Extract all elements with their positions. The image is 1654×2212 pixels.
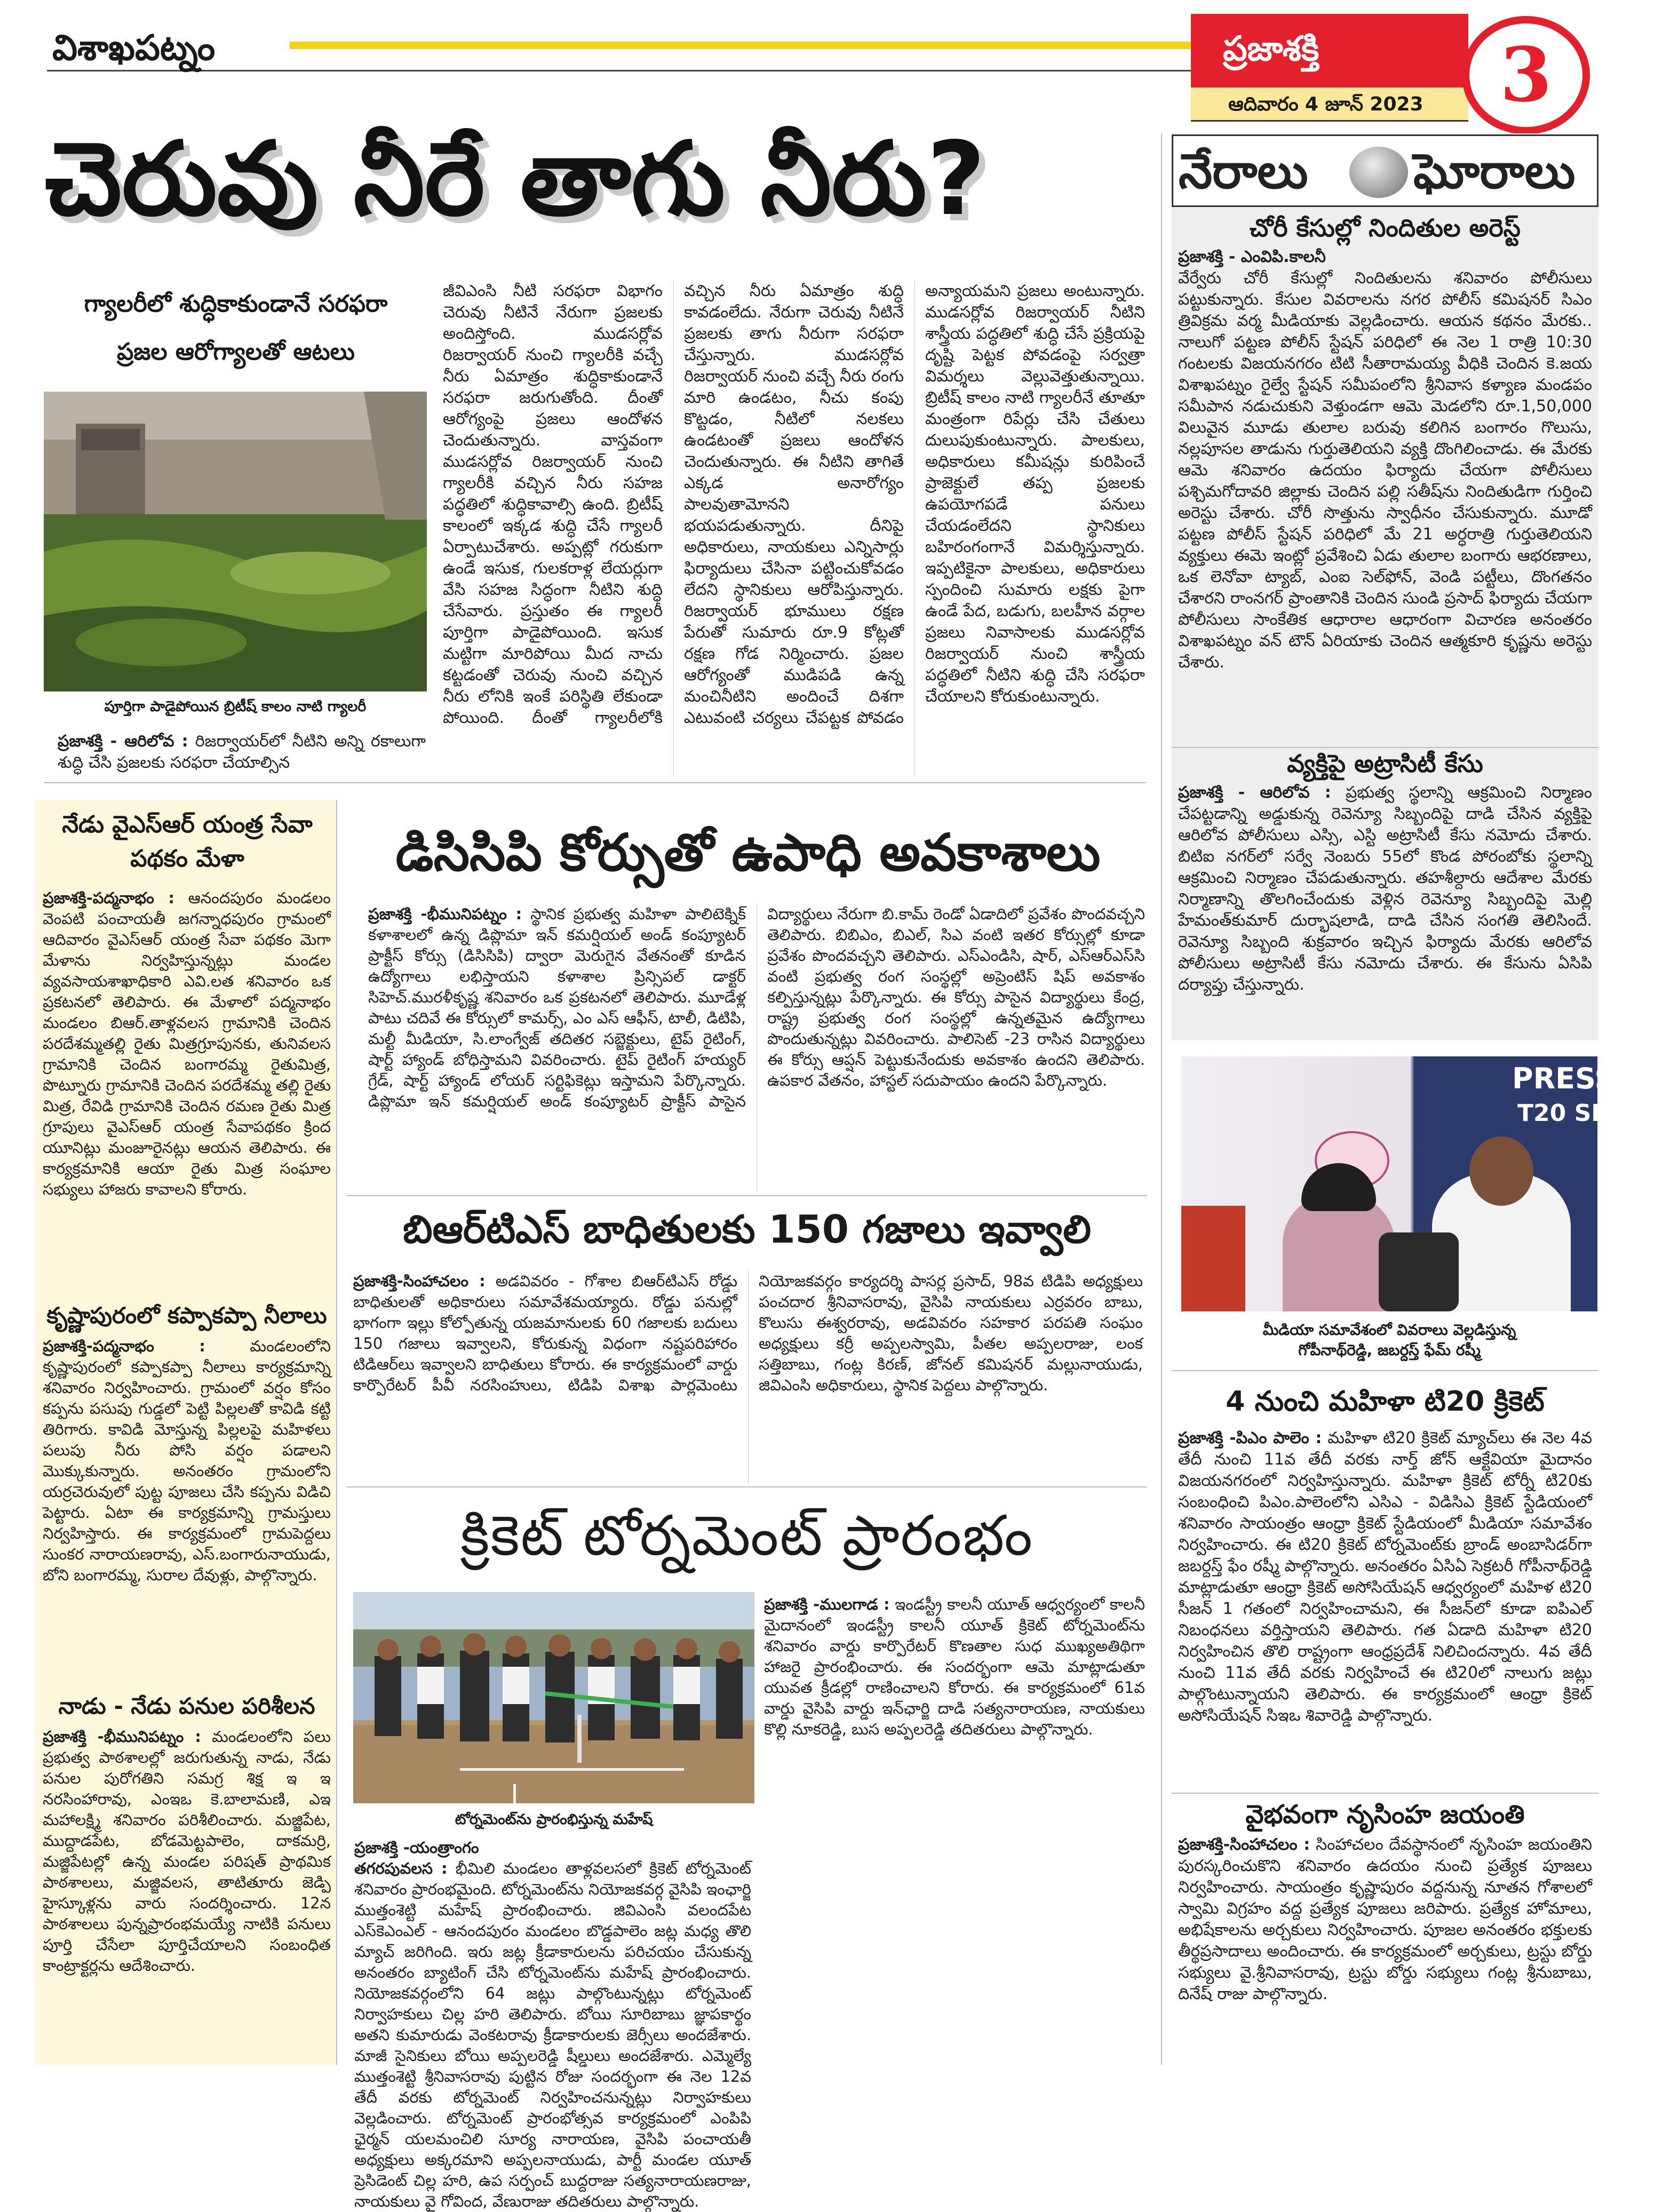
kappa-body: మండలంలోని కృష్ణాపురంలో కప్పాకప్పా నీలాలు కార్యక్రమాన్ని శనివారం నిర్వహించారు. గ్రామంలో వర్షం కోసం కప్పను పసుపు గుడ్డలో పెట్టి పిల్లలతో కావిడి కట్టి తిరిగారు. కావిడి మోస్తున్న పిల్లలపై మహిళలు పలుపు నీరు పోసి వర్షం పడాలని మొక్కుకున్నారు. అనంతరం గ్రామంలోని యర్రచెరువులో పుట్ట పూజలు చేసి కప్పను విడిచి పెట్టారు. ఏటా ఈ కార్యక్రమాన్ని గ్రామస్తులు నిర్వహిస్తారు. ఈ కార్యక్రమంలో గ్రామపెద్దలు సుంకర నారాయణరావు, ఎస్.బంగారునాయుడు, బోని బంగారమ్మ, సురాల దేవుళ్లు, పాల్గొన్నారు.: [43, 1337, 331, 1584]
lead-photo-reservoir: [44, 392, 427, 691]
cricket-dateline-3: ప్రజాశక్తి -ములగాడ :: [764, 1595, 890, 1613]
dcp-headline: డిసిసిపి కోర్సుతో ఉపాధి అవకాశాలు: [395, 823, 1101, 882]
narasimha-rule: [1172, 1793, 1599, 1794]
lead-bottom-rule: [44, 782, 1146, 783]
press-caption-1: మీడియా సమావేశంలో వివరాలు వెల్లడిస్తున్న: [1262, 1321, 1516, 1339]
kappa-story: [43, 1336, 331, 1586]
nadu-headline: నాడు - నేడు పనుల పరిశీలన: [58, 1693, 315, 1719]
crime-banner-right: ఘోరాలు: [1413, 144, 1576, 200]
cricket-photo: [353, 1592, 754, 1803]
nadu-dateline: ప్రజాశక్తి -భీమునిపట్నం :: [43, 1728, 201, 1746]
crime-story1-dateline: ప్రజాశక్తి - ఎంవిపి.కాలనీ: [1178, 248, 1326, 266]
women-t20-body: మహిళా టి20 క్రికెట్ మ్యాచ్‌లు ఈ నెల 4వ తేదీ నుంచి 11వ తేదీ వరకు నార్త్ జోన్ ఆక్టేవియా మైదానం విజయనగరంలో నిర్వహిస్తున్నారు. మహిళా క్రికెట్ టోర్నీ టి20కు సంబంధించి పిఎం.పాలెంలోని ఎసిఎ - విడిసిఎ క్రికెట్ స్టేడియంలో శనివారం సాయంత్రం ఆంధ్రా క్రికెట్ స్టేడియంలో మీడియా సమావేశం నిర్వహించారు. ఈ టి20 క్రికెట్ టోర్నమెంట్‌కు బ్రాండ్ అంబాసిడర్‌గా జబర్దస్త్ ఫేం రష్మీ పాల్గొన్నారు. అనంతరం ఏసిఏ సెక్రటరీ గోపీనాథ్‌రెడ్డి మాట్లాడుతూ ఆంధ్రా క్రికెట్ అసోసియేషన్ ఆధ్వర్యంలో మహిళ టి20 సీజన్ 1 గతంలో నిర్వహించామని, ఈ సీజన్‌లో కూడా ఐపిఎల్ నిబంధనలు వర్తిస్తాయని తెలిపారు. గత ఏడాది మహిళా టి20 నిర్వహించిన తొలి రాష్ట్రంగా ఆంధ్రప్రదేశ్ నిలిచిందన్నారు. 4వ తేదీ నుంచి 11వ తేదీ వరకు నిర్వహించే ఈ టి20లో నాలుగు జట్లు పాల్గొంటున్నాయని తెలిపారు. ఈ కార్యక్రమంలో ఆంధ్రా క్రికెట్ అసోసియేషన్ సిఇఒ శివారెడ్డి పాల్గొన్నారు.: [1178, 1429, 1592, 1725]
narasimha-dateline: ప్రజాశక్తి-సింహాచలం :: [1178, 1835, 1310, 1854]
press-banner-text-2: T20 SE: [1517, 1100, 1608, 1127]
narasimha-story: [1178, 1834, 1592, 2005]
person-left: [1181, 1206, 1245, 1311]
cricket-headline: క్రికెట్ టోర్నమెంట్ ప్రారంభం: [460, 1503, 1033, 1568]
lead-intro: [58, 731, 426, 774]
kappa-dateline: ప్రజాశక్తి-పద్మనాభం :: [43, 1337, 205, 1355]
crime-story1: [1178, 246, 1592, 673]
women-t20-story: [1178, 1428, 1592, 1726]
ysr-story: [43, 888, 331, 1200]
dcp-rule: [347, 1195, 1147, 1196]
women-t20-dateline: ప్రజాశక్తి -పిఎం పాలెం :: [1178, 1429, 1322, 1447]
cricket-photo-caption: టోర్నమెంట్‌ను ప్రారంభిస్తున్న మహేష్: [455, 1811, 653, 1828]
person-woman: [1283, 1195, 1395, 1311]
crime-story2-headline: వ్యక్తిపై అట్రాసిటీ కేసు: [1287, 749, 1483, 778]
dcp-dateline: ప్రజాశక్తి -భీమునిపట్నం :: [368, 905, 522, 923]
right-column-rule: [1161, 133, 1162, 2065]
press-caption-2: గోపీనాథ్‌రెడ్డి, జబర్దస్త్ ఫేమ్ రష్మీ: [1298, 1341, 1481, 1359]
issue-date: ఆదివారం 4 జూన్ 2023: [1228, 93, 1424, 115]
lead-dateline: ప్రజాశక్తి - ఆరిలోవ :: [58, 732, 188, 751]
page-number-badge: [1462, 16, 1590, 134]
cricket-col-a: [354, 1837, 751, 2210]
lead-subhead-2: ప్రజల ఆరోగ్యాలతో ఆటలు: [116, 338, 355, 365]
section-label-bar: [47, 26, 1195, 71]
cricket-dateline: ప్రజాశక్తి -యంత్రాంగం: [354, 1839, 479, 1857]
ysr-body: ఆనందపురం మండలం వెంపటి పంచాయతీ జగన్నాధపురం గ్రామంలో ఆదివారం వైఎస్ఆర్ యంత్ర సేవా పథకం మెగా మేళాను నిర్వహిస్తున్నట్లు మండల వ్యవసాయశాఖాధికారి ఎవి.లత శనివారం ఒక ప్రకటనలో తెలిపారు. ఈ మేళాలో పద్మనాభం మండలం బిఆర్.తాళ్లవలస గ్రామానికి చెందిన పరదేశమ్మతల్లి రైతు మిత్రగ్రూపునకు, తునివలస గ్రామానికి చెందిన బంగారమ్మ రైతుమిత్ర, పొట్నూరు గ్రామానికి చెందిన పరదేశమ్మ తల్లి రైతు మిత్ర, రేవిడి గ్రామానికి చెందిన రమణ రైతు మిత్ర గ్రూపులు వైఎస్ఆర్ యంత్ర సేవాపథకం క్రింద యూనిట్లు మంజూరైనట్లు ఆయన తెలిపారు. ఈ కార్యక్రమానికి ఆయా రైతు మిత్ర సంఘాల సభ్యులు హాజరు కావాలని కోరారు.: [43, 889, 331, 1198]
lead-body: [443, 281, 1145, 777]
handcuff-icon: [1349, 147, 1408, 198]
person-man-head: [1469, 1136, 1533, 1206]
masthead-red-band: [1191, 14, 1468, 87]
lead-subhead-1: గ్యాలరీలో శుద్ధికాకుండానే సరఫరా: [84, 290, 388, 317]
crime-story2: [1178, 782, 1592, 996]
press-meet-photo: [1181, 1056, 1654, 1311]
ysr-headline: నేడు వైఎస్ఆర్ యంత్ర సేవా పథకం మేళా: [62, 811, 313, 872]
press-banner-text-1: PRESS M: [1512, 1062, 1654, 1095]
cricket-illustration: [353, 1592, 754, 1803]
crime-banner-left: నేరాలు: [1179, 144, 1308, 200]
brts-body-text: అడవివరం - గోశాల బిఆర్‌టిఎస్ రోడ్డు బాధితులతో అధికారులు సమావేశమయ్యారు. రోడ్డు పనుల్లో భాగంగా ఇల్లు కోల్పోతున్న యజమానులకు 60 గజాలకు బదులు 150 గజాలు ఇవ్వాలని, కోరుకున్న విధంగా నష్టపరిహారం టిడిఆర్‌లు ఇవ్వాలని బాధితులు కోరారు. ఈ కార్యక్రమంలో వార్డు కార్పొరేటర్ పీవీ నరసింహులు, టిడిపి విశాఖ పార్లమెంటు నియోజకవర్గం కార్యదర్శి పాసర్ల ప్రసాద్, 98వ టిడిపి అధ్యక్షులు పంచదార శ్రీనివాసరావు, వైసిపి నాయకులు ఎర్రవరం బాబు, కొలుసు ఈశ్వరరావు, అడవివరం సహకార పరపతి సంఘం అధ్యక్షులు కర్రీ అప్పలస్వామి, పీతల అప్పలరాజు, లంక సత్తిబాబు, గంట్ల కిరణ్, జోనల్ కమిషనర్ మల్లునాయుడు, జివిఎంసి అధికారులు, స్థానిక పెద్దలు పాల్గొన్నారు.: [353, 1272, 1143, 1394]
lead-headline: చెరువు నీరే తాగు నీరు?: [45, 120, 986, 238]
brts-rule: [347, 1486, 1147, 1487]
crime-banner: [1172, 134, 1599, 207]
dcp-body: [368, 904, 1145, 1192]
press-rule: [1172, 1370, 1599, 1371]
cricket-col-b: [764, 1594, 1145, 2064]
paper-name: ప్రజాశక్తి: [1223, 29, 1319, 69]
lead-photo-caption: పూర్తిగా పాడైపోయిన బ్రిటీష్ కాలం నాటి గ్యాలరీ: [104, 698, 367, 715]
crime-story2-body: ప్రభుత్వ స్థలాన్ని ఆక్రమించి నిర్మాణం చేపట్టడాన్ని అడ్డుకున్న రెవెన్యూ సిబ్బందిపై దాడి చేసిన వ్యక్తిపై ఆరిలోవ పోలీసులు ఎస్సి, ఎస్టి అట్రాసిటీ కేసు నమోదు చేశారు. బిటిఐ నగర్‌లో సర్వే నెంబరు 55లో కొండ పోరంబోకు స్థలాన్ని ఆక్రమించి నిర్మాణం చేపడుతున్నారు. తహశీల్దారు ఆదేశాల మేరకు నిర్మాణాన్ని తొలగించేందుకు వెళ్లిన రెవెన్యూ సిబ్బందిపై మెల్లి హేమంత్‌కుమార్ దుర్భాషలాడి, దాడి చేసిన సంగతి తెలిసిందే. రెవెన్యూ సిబ్బంది శుక్రవారం ఇచ్చిన ఫిర్యాదు మేరకు ఆరిలోవ పోలీసులు అట్రాసిటీ కేసు నమోదు చేశారు. ఈ కేసును ఏసిపి దర్యాప్తు చేస్తున్నారు.: [1178, 783, 1592, 994]
lead-intro-text: రిజర్వాయర్‌లో నీటిని అన్ని రకాలుగా శుద్ధి చేసి ప్రజలకు సరఫరా చేయాల్సిన: [58, 732, 426, 772]
brts-headline: బిఆర్‌టిఎస్ బాధితులకు 150 గజాలు ఇవ్వాలి: [402, 1207, 1092, 1252]
page-number: 3: [1500, 31, 1552, 119]
reservoir-illustration: [44, 392, 427, 691]
masthead-date-bar: [1191, 87, 1468, 122]
nadu-body: మండలంలోని పలు ప్రభుత్వ పాఠశాలల్లో జరుగుతున్న నాడు, నేడు పనుల పురోగతిని సమగ్ర శిక్ష ఇ ఇ నరసింహారావు, ఎంఇఒ కె.బాలామణి, ఎఇ మహాలక్ష్మి శనివారం పరిశీలించారు. మజ్జిపేట, ముద్దాడపేట, బోడమెట్టపాలెం, దాకమర్రి, మజ్జిపేటల్లో ఉన్న మండల పరిషత్ ప్రాథమిక పాఠశాలలు, మజ్జివలస, తాటితూరు జెడ్పి హైస్కూళ్లను వారు సందర్శించారు. 12న పాఠశాలలు పున్నప్రారంభమయ్యే నాటికి పనులు పూర్తి చేసేలా పూర్తిచేయాలని సంబంధిత కాంట్రాక్టర్లను ఆదేశించారు.: [43, 1728, 331, 1975]
section-rule: [290, 42, 1191, 49]
crime-story2-dateline: ప్రజాశక్తి - ఆరిలోవ :: [1178, 783, 1331, 802]
dcp-body-text: స్థానిక ప్రభుత్వ మహిళా పాలిటెక్నిక్ కళాశాలలో ఉన్న డిప్లొమా ఇన్ కమర్షియల్ అండ్ కంప్యూటర్ ప్రాక్టీస్ కోర్సు (డిసిసిపి) ద్వారా మెరుగైన వేతనంతో కూడిన ఉద్యోగాలు లభిస్తాయని కళాశాల ప్రిన్సిపల్ డాక్టర్ సిహెచ్.మురళీకృష్ణ శనివారం ఒక ప్రకటనలో తెలిపారు. మూడేళ్ల పాటు చదివే ఈ కోర్సులో కామర్స్, ఎం ఎస్ ఆఫీస్, టాలీ, డిటిపి, మల్టీ మీడియా, సి.లాంగ్వేజ్ తదితర సబ్జెక్టులు, టైప్ రైటింగ్, షార్ట్ హ్యాండ్ బోధిస్తామని వివరించారు. టైప్ రైటింగ్ హయ్యర్ గ్రేడ్, షార్ట్ హ్యాండ్ లోయర్ సర్టిఫికెట్లు ఇస్తామని పేర్కొన్నారు. డిప్లొమా ఇన్ కమర్షియల్ అండ్ కంప్యూటర్ ప్రాక్టీస్ పాసైన విద్యార్థులు నేరుగా బి.కామ్ రెండో ఏడాదిలో ప్రవేశం పొందవచ్చని తెలిపారు. బిబిఎం, బిఎల్, సిఎ వంటి ఇతర కోర్సుల్లో కూడా ప్రవేశం పొందవచ్చని తెలిపారు. ఎస్ఎండిసి, షార్, ఎస్ఆర్ఎస్‌సి వంటి ప్రభుత్వ రంగ సంస్థల్లో అప్రెంటిస్ షిప్ అవకాశం కల్పిస్తున్నట్లు పేర్కొన్నారు. ఈ కోర్సు పాసైన విద్యార్థులు కేంద్ర, రాష్ట్ర ప్రభుత్వ రంగ సంస్థల్లో ఉన్నతమైన ఉద్యోగాలు పొందుతున్నట్లు వివరించారు. పాలిసెట్ -23 రాసిన విద్యార్థులు ఈ కోర్సు ఆప్షన్ పెట్టుకునేందుకు అవకాశం ఉందని తెలిపారు. ఉపకార వేతనం, హాస్టల్ సదుపాయం ఉందని పేర్కొన్నారు.: [368, 905, 1145, 1110]
kappa-headline: కృష్ణాపురంలో కప్పాకప్పా నీలాలు: [46, 1302, 327, 1328]
cricket-body-1: భీమిలి మండలం తాళ్లవలసలో క్రికెట్ టోర్నమెంట్ శనివారం ప్రారంభమైంది. టోర్నమెంట్‌ను నియోజకవర్గ వైసిపి ఇంఛార్జి ముత్తంశెట్టి మహేష్ ప్రారంభించారు. జివిఎంసి వలందపేట ఎస్‌కెఎంఎల్ - ఆనందపురం మండలం బొడ్డపాలెం జట్ల మధ్య తొలి మ్యాచ్ జరిగింది. ఇరు జట్ల క్రీడాకారులను పరిచయం చేసుకున్న అనంతరం బ్యాటింగ్ చేసి టోర్నమెంట్‌ను మహేష్ ప్రారంభించారు. నియోజకవర్గంలోని 64 జట్లు పాల్గొంటున్నట్లు టోర్నమెంట్ నిర్వాహకులు చిల్ల హరి తెలిపారు. బోయి సూరిబాబు జ్ఞాపకార్థం అతని కుమారుడు వెంకటరావు క్రీడాకారులకు జెర్సీలు అందజేశారు. మాజీ సైనికులు బోయి అప్పలరెడ్డి షీల్డులు అందజేశారు. ఎమ్మెల్యే ముత్తంశెట్టి శ్రీనివాసరావు పుట్టిన రోజు సందర్భంగా ఈ నెల 12వ తేదీ వరకు టోర్నమెంట్ నిర్వహించనున్నట్లు నిర్వాహకులు వెల్లడించారు. టోర్నమెంట్ ప్రారంభోత్సవ కార్యక్రమంలో ఎంపిపి ఛైర్మన్ యలమంచిలి సూర్య నారాయణ, వైసిపి పంచాయతీ అధ్యక్షులు అక్కరమాని అప్పలనాయుడు, పార్టీ మండల యూత్ ప్రెసిడెంట్ చిల్ల హరి, ఉప సర్పంచ్ బుద్దరాజు సత్యనారాయణరాజు, నాయకులు వై గోవింద, వేణురాజు తదితరులు పాల్గొన్నారు.: [354, 1859, 751, 2210]
nadu-story: [43, 1726, 331, 1976]
section-label: విశాఖపట్నం: [52, 27, 216, 68]
ysr-dateline: ప్రజాశక్తి-పద్మనాభం :: [43, 889, 174, 907]
crime-story1-headline: చోరీ కేసుల్లో నిందితుల అరెస్ట్: [1250, 213, 1521, 242]
brts-dateline: ప్రజాశక్తి-సింహాచలం :: [353, 1272, 486, 1290]
narasimha-body: సింహాచలం దేవస్థానంలో నృసింహ జయంతిని పురస్కరించుకొని శనివారం ఉదయం నుంచి ప్రత్యేక పూజలు నిర్వహించారు. సాయంత్రం కృష్ణాపురం వద్దనున్న నూతన గోశాలలో స్వామి విగ్రహం వద్ద ప్రత్యేక పూజలు జరిపారు. ప్రత్యేక హోమాలు, అభిషేకాలను అర్చకులు నిర్వహించారు. పూజల అనంతరం భక్తులకు తీర్థప్రసాదాలు అందించారు. ఈ కార్యక్రమంలో అర్చకులు, ట్రస్టు బోర్డు సభ్యులు వై.శ్రీనివాసరావు, ట్రస్టు బోర్డు సభ్యులు గంట్ల శ్రీనుబాబు, దినేష్ రాజు పాల్గొన్నారు.: [1178, 1835, 1592, 2003]
brts-body: [353, 1271, 1143, 1484]
narasimha-headline: వైభవంగా నృసింహ జయంతి: [1245, 1800, 1525, 1829]
cricket-body-2: ఇండస్ట్రీ కాలనీ యూత్ ఆధ్వర్యంలో కాలనీ మైదానంలో ఇండస్ట్రీ కాలనీ యూత్ క్రికెట్ టోర్నమెంట్‌ను శనివారం వార్డు కార్పొరేటర్ కొణతాల సుధ ముఖ్యఅతిథిగా హాజరై ప్రారంభించారు. ఈ సందర్భంగా ఆమె మాట్లాడుతూ యువత క్రీడల్లో రాణించాలని కోరారు. ఈ కార్యక్రమంలో 61వ వార్డు వైసిపి వార్డు ఇన్‌ఛార్జి దాడి సత్యనారాయణ, నాయకులు కొల్లి నూకరెడ్డి, బుస అప్పలరెడ్డి తదితరులు పాల్గొన్నారు.: [764, 1595, 1145, 1738]
crime-story1-body: వేర్వేరు చోరీ కేసుల్లో నిందితులను శనివారం పోలీసులు పట్టుకున్నారు. కేసుల వివరాలను నగర పోలీస్ కమిషనర్ సిఎం త్రివిక్రమ వర్మ మీడియాకు వెల్లడించారు. ఆయన కథనం మేరకు.. నాలుగో పట్టణ పోలీస్ స్టేషన్ పరిధిలో ఈ నెల 1 రాత్రి 10:30 గంటలకు విజయనగరం టిటి సీతారామయ్య వీధికి చెందిన కె.జయ విశాఖపట్నం రైల్వే స్టేషన్ సమీపంలోని శ్రీనివాస కళ్యాణ మండపం సమీపాన నడుచుకుని వెళ్తుండగా ఆమె మెడలోని రూ.1,50,000 విలువైన మూడు తులాల బరువు కలిగిన బంగారం గొలుసు, నల్లపూసల తాడును గుర్తుతెలియని వ్యక్తి దొంగిలించాడు. ఈ మేరకు ఆమె శనివారం ఉదయం ఫిర్యాదు చేయగా పోలీసులు పశ్చిమగోదావరి జిల్లాకు చెందిన పల్లి సతీష్‌ను నిందితుడిగా గుర్తించి అరెస్టు చేశారు. చోరీ సొత్తును స్వాధీనం చేసుకున్నారు. మూడో పట్టణ పోలీస్ స్టేషన్ పరిధిలో మే 21 అర్ధరాత్రి గుర్తుతెలియని వ్యక్తులు ఈమె ఇంట్లో ప్రవేశించి ఏడు తులాల బంగారు ఆభరణాలు, ఒక లెనోవా ట్యాబ్, ఎంఐ సెల్‌ఫోన్, వెండి పట్టీలు, దొంగతనం చేశారని రాంనగర్ ప్రాంతానికి చెందిన సుండి ప్రసాద్ ఫిర్యాదు చేయగా పోలీసులు సాంకేతిక ఆధారాల ఆధారంగా విచారణ అనంతరం విశాఖపట్నం వన్ టౌన్ ఏరియాకు చెందిన ఆత్మకూరి కృష్ణను అరెస్టు చేశారు.: [1178, 269, 1592, 672]
microphones: [1379, 1232, 1459, 1311]
women-t20-headline: 4 నుంచి మహిళా టి20 క్రికెట్: [1226, 1386, 1545, 1418]
cricket-dateline-2: తగరపువలస :: [354, 1859, 448, 1877]
lead-body-text: జీవిఎంసి నీటి సరఫరా విభాగం చెరువు నీటినే నేరుగా ప్రజలకు అందిస్తోంది. ముడసర్లోవ రిజర్వాయర్ నుంచి గ్యాలరీకి వచ్చే నీరు ఏమాత్రం శుద్ధికాకుండానే సరఫరా జరుగుతోంది. దీంతో ఆరోగ్యంపై ప్రజలు ఆందోళన చెందుతున్నారు. వాస్తవంగా ముడసర్లోవ రిజర్వాయర్ నుంచి గ్యాలరీకి వచ్చిన నీరు సహజ పద్ధతిలో శుద్ధికావాల్సి ఉంది. బ్రిటీష్ కాలంలో ఇక్కడ శుద్ధి చేసే గ్యాలరీ ఏర్పాటుచేశారు. అప్పట్లో గరుకుగా ఉండే ఇసుక, గులకరాళ్ల లేయర్లుగా వేసి సహజ సిద్ధంగా నీటిని శుద్ధి చేసేవారు. ప్రస్తుతం ఈ గ్యాలరీ పూర్తిగా పాడైపోయింది. ఇసుక మట్టిగా మారిపోయి మీద నాచు కట్టడంతో చెరువు నుంచి వచ్చిన నీరు లోనికి ఇంకే పరిస్థితి లేకుండా పోయింది. దీంతో గ్యాలరీలోకి వచ్చిన నీరు ఏమాత్రం శుద్ధి కావడంలేదు. నేరుగా చెరువు నీటినే ప్రజలకు తాగు నీరుగా సరఫరా చేస్తున్నారు. ముడసర్లోవ రిజర్వాయర్ నుంచి వచ్చే నీరు రంగు మారి ఉండటం, నీచు కంపు కొట్టడం, నీటిలో నలకలు ఉండటంతో ప్రజలు ఆందోళన చెందుతున్నారు. ఈ నీటిని తాగితే ఎక్కడ అనారోగ్యం పాలవుతామోనని భయపడుతున్నారు. దీనిపై అధికారులు, నాయకులు ఎన్నిసార్లు ఫిర్యాదులు చేసినా పట్టించుకోవడం లేదని స్థానికులు ఆరోపిస్తున్నారు. రిజర్వాయర్ భూములు రక్షణ పేరుతో సుమారు రూ.9 కోట్లతో రక్షణ గోడ నిర్మించారు. ప్రజల ఆరోగ్యంతో ముడిపడి ఉన్న మంచినీటిని అందించే దిశగా ఎటువంటి చర్యలు చేపట్టక పోవడం అన్యాయమని ప్రజలు అంటున్నారు. ముడసర్లోవ రిజర్వాయర్ నీటిని శాస్త్రీయ పద్ధతిలో శుద్ధి చేసే ప్రక్రియపై దృష్టి పెట్టక పోవడంపై సర్వత్రా విమర్శలు వెల్లువెత్తుతున్నాయి. బ్రిటీష్ కాలం నాటి గ్యాలరీనే తూతూ మంత్రంగా రిపేర్లు చేసి చేతులు దులుపుకుంటున్నారు. పాలకులు, అధికారులు కమీషన్లు కురిపించే ప్రాజెక్టులే తప్ప ప్రజలకు ఉపయోగపడే పనులు చేయడంలేదని స్థానికులు బహిరంగంగానే విమర్శిస్తున్నారు. ఇప్పటికైనా పాలకులు, అధికారులు స్పందించి సుమారు లక్షకు పైగా ఉండే పేద, బడుగు, బలహీన వర్గాల ప్రజలు నివాసాలకు ముడసర్లోవ రిజర్వాయర్ నుంచి శాస్త్రీయ పద్ధతిలో నీటిని శుద్ధి చేసి సరఫరా చేయాలని కోరుకుంటున్నారు.: [443, 282, 1145, 727]
